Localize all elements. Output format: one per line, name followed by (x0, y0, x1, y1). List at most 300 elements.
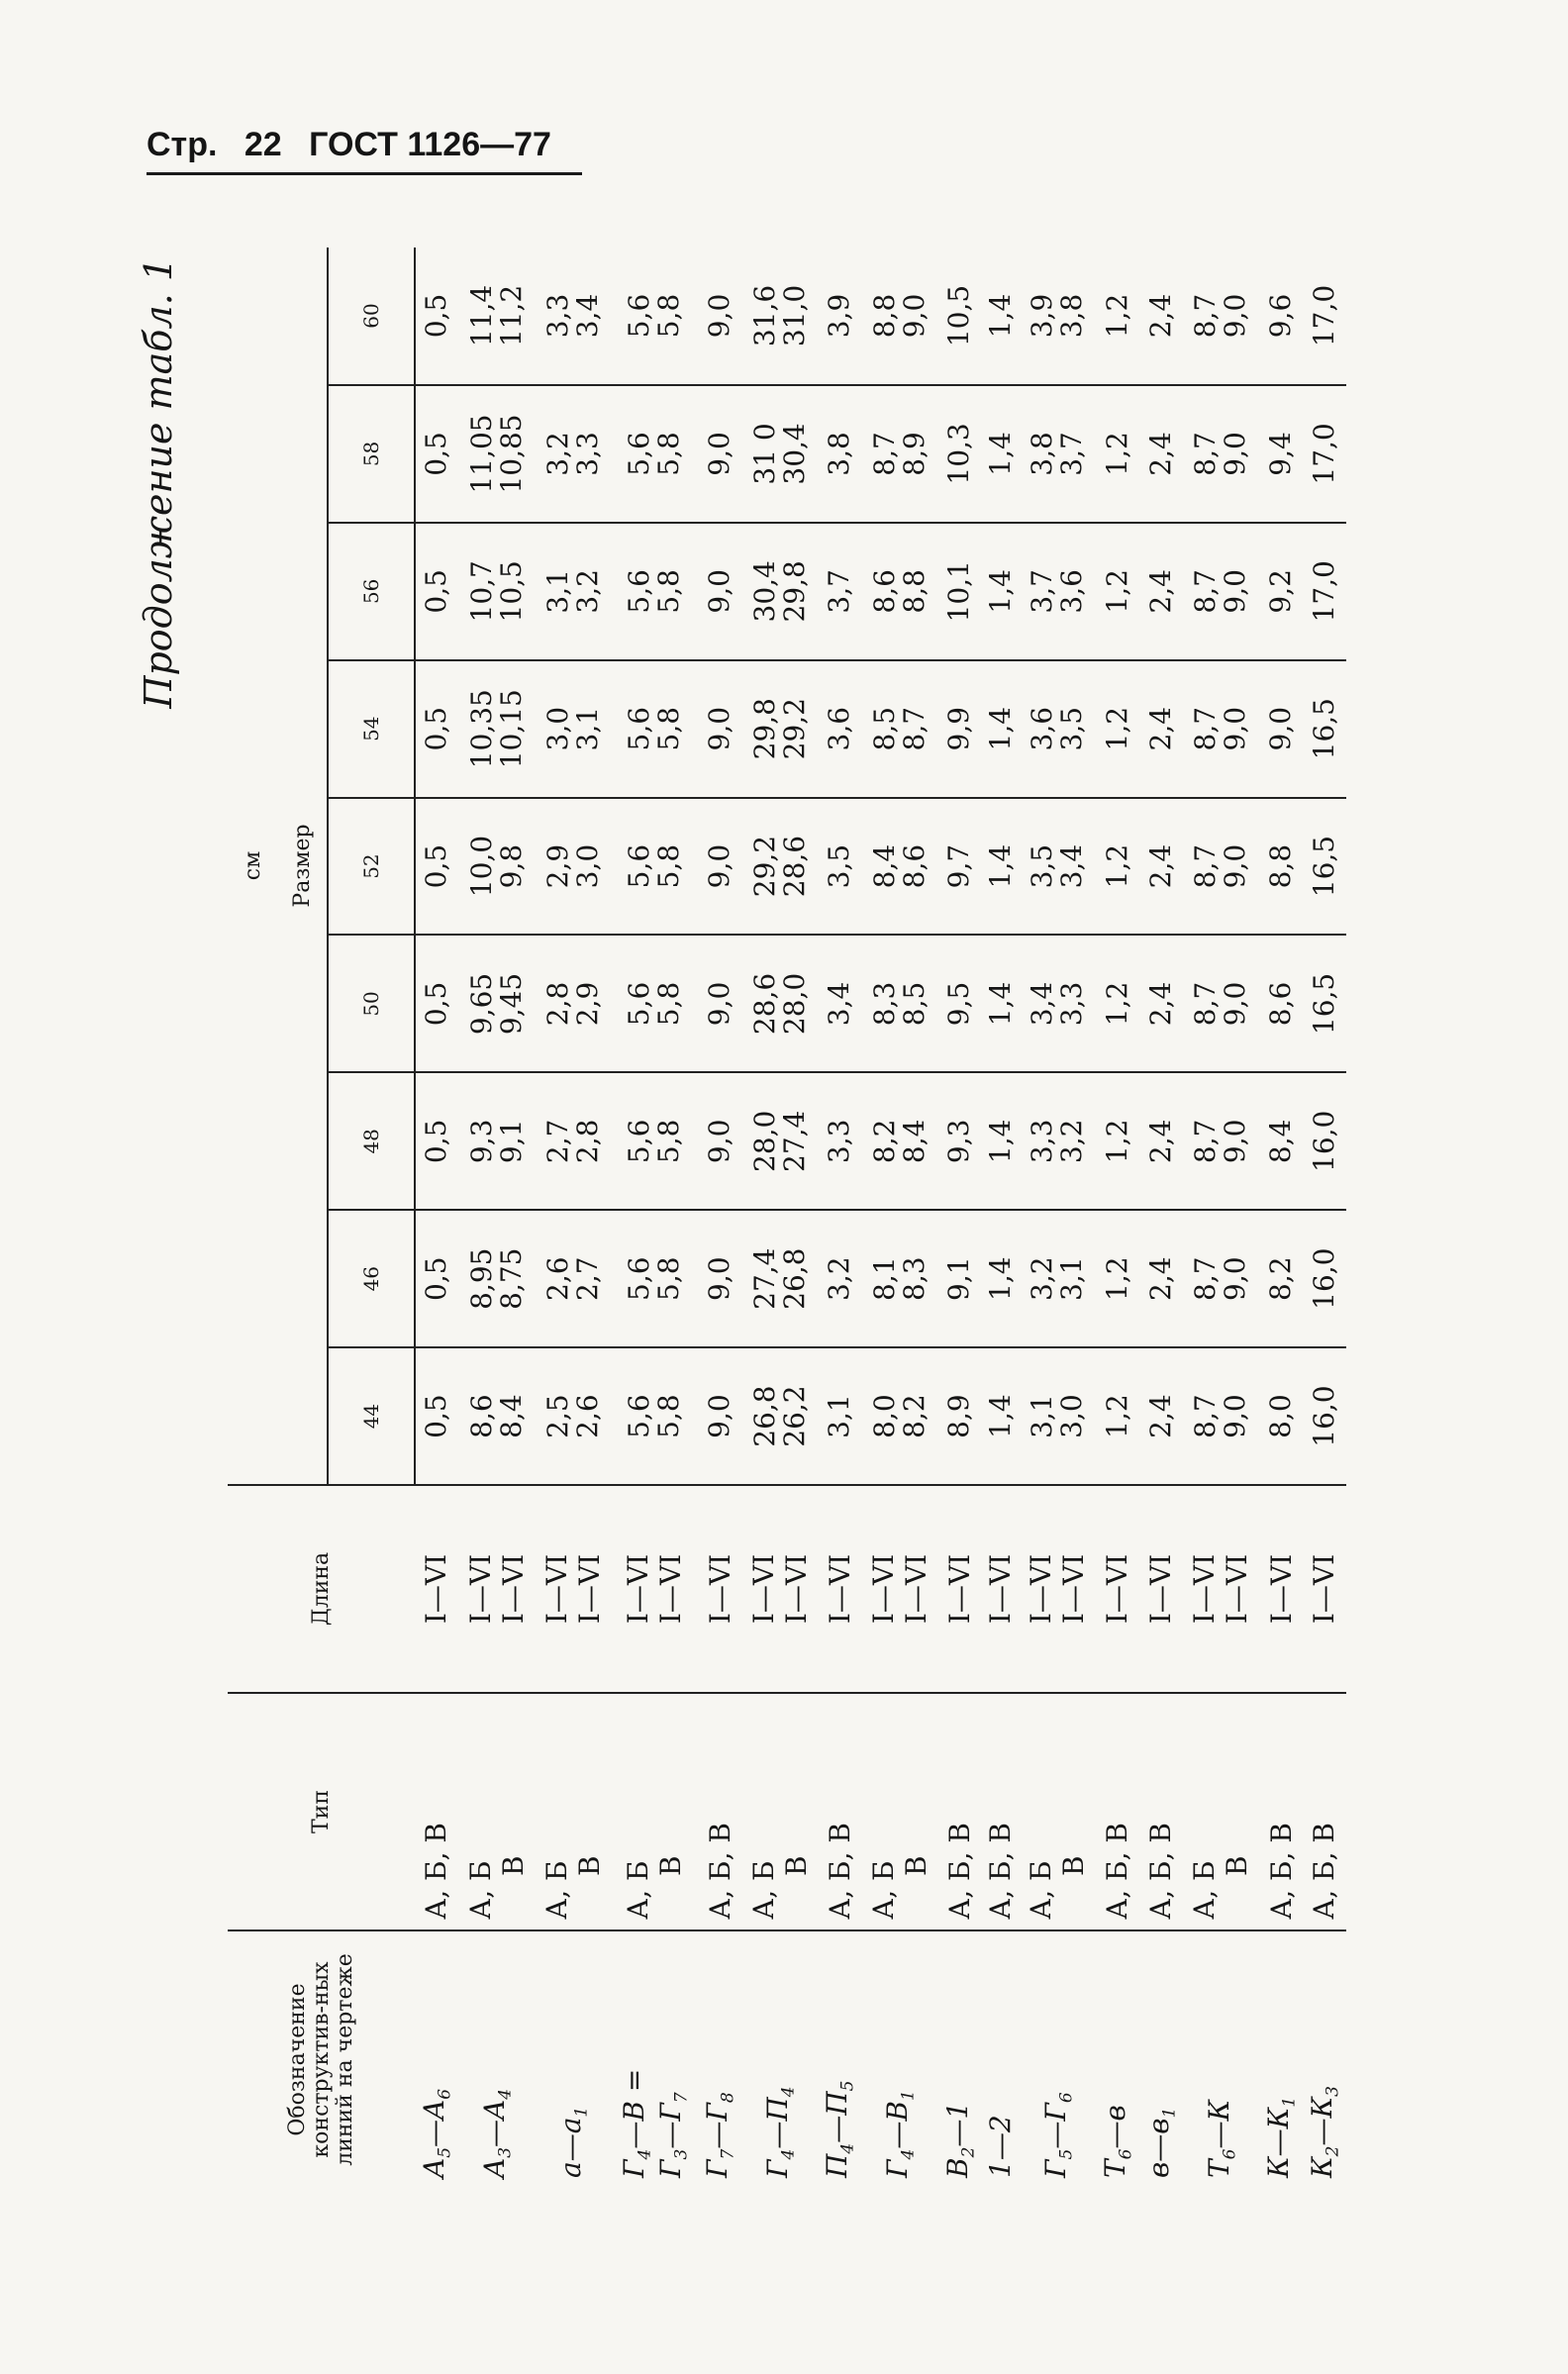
type-cell (1020, 1693, 1096, 1930)
value-cell-56 (1259, 523, 1303, 660)
length-text: I—VI (622, 1553, 655, 1625)
length-text: I—VI (1057, 1553, 1091, 1625)
value-text: 28,6 (747, 972, 781, 1036)
value-text: 3,6 (823, 706, 856, 751)
value-cell-46 (1303, 1210, 1346, 1347)
value-text: 2,6 (570, 1394, 604, 1438)
value-text: 1,4 (983, 1256, 1017, 1301)
value-cell-44 (1303, 1347, 1346, 1485)
value-text: 8,7 (1189, 843, 1223, 889)
value-cell-56 (1183, 523, 1259, 660)
designation-text: 1—2 (984, 2115, 1018, 2178)
length-text: I—VI (984, 1553, 1018, 1625)
value-cell-52 (1096, 798, 1139, 936)
value-cell-58 (1139, 385, 1183, 523)
designation-text: $Г_7—Г_8$ (701, 2092, 738, 2178)
value-cell-52 (458, 798, 535, 936)
value-cell-44 (861, 1347, 937, 1485)
value-text: 2,4 (1143, 293, 1177, 339)
value-cell-46 (937, 1210, 981, 1347)
value-cell-44 (1096, 1347, 1139, 1485)
value-text: 8,2 (1264, 1256, 1297, 1301)
type-text: А, Б, В (1308, 1823, 1341, 1920)
table-row (1303, 247, 1346, 2188)
value-text: 0,5 (420, 1394, 453, 1438)
value-text: 3,6 (1055, 569, 1089, 614)
value-cell-60 (415, 247, 458, 385)
size-header-58: 58 (328, 385, 415, 523)
value-cell-60 (1096, 247, 1139, 385)
value-text: 8,0 (867, 1394, 901, 1438)
value-text: 8,7 (1189, 1394, 1223, 1438)
length-text: I—VI (420, 1553, 453, 1625)
value-text: 8,7 (1189, 432, 1223, 476)
value-text: 3,1 (823, 1394, 856, 1438)
value-text: 26,8 (777, 1247, 811, 1310)
type-text: А, Б, В (420, 1823, 453, 1920)
header-type: Тип (228, 1693, 415, 1930)
value-cell-58 (698, 385, 741, 523)
value-text: 16,0 (1307, 1110, 1340, 1172)
type-text: А, Б (746, 1860, 780, 1920)
value-text: 1,4 (983, 1119, 1017, 1164)
designation-cell (611, 1930, 698, 2188)
designation-text: $П_4—П_5$ (821, 2080, 858, 2178)
value-text: 3,3 (1055, 981, 1089, 1027)
type-text: А, Б, В (942, 1823, 976, 1920)
value-cell-48 (818, 1072, 861, 1210)
value-cell-54 (937, 660, 981, 798)
value-text: 9,0 (1264, 706, 1297, 751)
value-text: 9,0 (1219, 706, 1252, 751)
value-text: 9,9 (942, 706, 976, 751)
value-text: 3,5 (1026, 843, 1059, 889)
length-cell (981, 1485, 1020, 1693)
value-cell-54 (611, 660, 698, 798)
designation-text: $Г_4—П_4$ (760, 2086, 799, 2178)
value-text: 28,0 (777, 972, 811, 1036)
value-text: 8,6 (867, 569, 901, 614)
value-cell-60 (1183, 247, 1259, 385)
value-text: 1,2 (1100, 293, 1133, 339)
type-cell (698, 1693, 741, 1930)
length-text: I—VI (1221, 1553, 1254, 1625)
value-text: 3,9 (823, 293, 856, 339)
value-text: 8,7 (897, 706, 931, 751)
length-cell (458, 1485, 535, 1693)
value-text: 5,6 (623, 1256, 656, 1301)
value-text: 9,0 (703, 706, 736, 751)
designation-text: $T_6—К$ (1202, 2099, 1240, 2178)
type-text: А, Б (463, 1860, 497, 1920)
length-text: I—VI (866, 1553, 900, 1625)
value-text: 17,0 (1307, 560, 1340, 623)
length-text: I—VI (779, 1553, 813, 1625)
designation-text: $Г_4—В$ = (617, 2068, 655, 2178)
value-cell-46 (861, 1210, 937, 1347)
value-text: 2,5 (540, 1394, 574, 1438)
value-cell-46 (1139, 1210, 1183, 1347)
value-cell-52 (535, 798, 611, 936)
value-cell-58 (1303, 385, 1346, 523)
standard-number: ГОСТ 1126—77 (309, 126, 551, 163)
value-cell-58 (535, 385, 611, 523)
value-cell-60 (1259, 247, 1303, 385)
value-cell-50 (861, 936, 937, 1073)
value-cell-52 (981, 798, 1020, 936)
value-cell-54 (861, 660, 937, 798)
length-cell (415, 1485, 458, 1693)
value-text: 8,5 (867, 706, 901, 751)
value-text: 0,5 (420, 706, 453, 751)
value-text: 9,0 (703, 569, 736, 614)
value-text: 3,0 (540, 706, 574, 751)
value-text: 3,7 (823, 569, 856, 614)
length-text: I—VI (746, 1553, 780, 1625)
value-text: 9,2 (1264, 569, 1297, 614)
value-text: 8,6 (897, 843, 931, 889)
page-header (147, 117, 582, 175)
value-text: 8,7 (1189, 1119, 1223, 1164)
value-cell-50 (1139, 936, 1183, 1073)
value-text: 3,3 (1026, 1119, 1059, 1164)
value-cell-46 (698, 1210, 741, 1347)
size-header-50: 50 (328, 936, 415, 1073)
value-text: 9,45 (494, 972, 528, 1036)
value-text: 8,8 (1264, 843, 1297, 889)
value-text: 26,8 (747, 1385, 781, 1447)
value-text: 5,6 (623, 1119, 656, 1164)
value-cell-58 (937, 385, 981, 523)
value-text: 9,0 (1219, 1119, 1252, 1164)
length-text: I—VI (572, 1553, 606, 1625)
value-text: 30,4 (777, 423, 811, 485)
value-cell-50 (1303, 936, 1346, 1073)
value-cell-46 (1096, 1210, 1139, 1347)
value-cell-50 (415, 936, 458, 1073)
length-text: I—VI (823, 1553, 856, 1625)
value-text: 8,4 (897, 1119, 931, 1164)
value-cell-50 (1183, 936, 1259, 1073)
value-text: 8,95 (464, 1247, 498, 1310)
value-cell-46 (1020, 1210, 1096, 1347)
value-cell-44 (1139, 1347, 1183, 1485)
value-cell-54 (1183, 660, 1259, 798)
length-text: I—VI (942, 1553, 976, 1625)
type-cell (1303, 1693, 1346, 1930)
value-cell-50 (981, 936, 1020, 1073)
value-text: 2,4 (1143, 1394, 1177, 1438)
value-text: 17,0 (1307, 423, 1340, 485)
table-row (1183, 247, 1259, 2188)
value-text: 5,8 (652, 1256, 686, 1301)
value-text: 2,8 (570, 1119, 604, 1164)
type-cell (1096, 1693, 1139, 1930)
value-text: 5,6 (623, 293, 656, 339)
length-text: I—VI (1101, 1553, 1134, 1625)
value-cell-56 (1020, 523, 1096, 660)
value-cell-48 (1303, 1072, 1346, 1210)
table-row (415, 247, 458, 2188)
designation-text: $К_2—К_3$ (1306, 2086, 1343, 2178)
value-cell-54 (1096, 660, 1139, 798)
value-cell-48 (741, 1072, 818, 1210)
value-text: 5,8 (652, 569, 686, 614)
table-caption: Продолжение табл. 1 (137, 257, 180, 709)
value-cell-56 (937, 523, 981, 660)
designation-text: $A_3—A_4$ (477, 2088, 516, 2178)
type-cell (1139, 1693, 1183, 1930)
value-text: 27,4 (777, 1110, 811, 1172)
dimensions-table (228, 247, 1346, 2188)
designation-text: $К—К_1$ (1262, 2096, 1300, 2178)
table-row (861, 247, 937, 2188)
value-cell-58 (818, 385, 861, 523)
value-text: 16,5 (1307, 972, 1340, 1036)
value-text: 31,0 (777, 284, 811, 347)
value-text: 8,7 (1189, 706, 1223, 751)
value-cell-44 (1020, 1347, 1096, 1485)
type-text: А, Б, В (1144, 1823, 1178, 1920)
value-text: 8,7 (1189, 293, 1223, 339)
value-cell-56 (698, 523, 741, 660)
value-text: 8,3 (867, 981, 901, 1027)
value-cell-50 (1096, 936, 1139, 1073)
designation-cell (1139, 1930, 1183, 2188)
value-cell-60 (535, 247, 611, 385)
value-text: 3,1 (540, 569, 574, 614)
designation-cell (535, 1930, 611, 2188)
value-text: 2,4 (1143, 1119, 1177, 1164)
type-cell (937, 1693, 981, 1930)
value-cell-44 (937, 1347, 981, 1485)
value-cell-46 (981, 1210, 1020, 1347)
value-cell-56 (981, 523, 1020, 660)
value-text: 3,0 (1055, 1394, 1089, 1438)
table-row (981, 247, 1020, 2188)
value-text: 29,2 (777, 698, 811, 760)
value-cell-48 (1020, 1072, 1096, 1210)
value-text: 5,8 (652, 981, 686, 1027)
value-text: 9,0 (1219, 432, 1252, 476)
value-text: 9,65 (464, 972, 498, 1036)
type-cell (535, 1693, 611, 1930)
value-text: 16,0 (1307, 1385, 1340, 1447)
value-cell-60 (861, 247, 937, 385)
value-text: 5,6 (623, 569, 656, 614)
value-text: 0,5 (420, 843, 453, 889)
table-row (1096, 247, 1139, 2188)
value-cell-54 (1139, 660, 1183, 798)
value-text: 9,1 (494, 1119, 528, 1164)
value-cell-44 (981, 1347, 1020, 1485)
value-text: 8,8 (867, 293, 901, 339)
type-text: В (572, 1855, 606, 1876)
value-text: 3,3 (540, 293, 574, 339)
size-header-46: 46 (328, 1210, 415, 1347)
table-row (937, 247, 981, 2188)
value-cell-54 (818, 660, 861, 798)
type-text: А, Б (622, 1860, 655, 1920)
value-text: 2,7 (540, 1119, 574, 1164)
value-text: 2,4 (1143, 569, 1177, 614)
value-text: 9,0 (1219, 293, 1252, 339)
value-text: 1,4 (983, 293, 1017, 339)
value-cell-48 (698, 1072, 741, 1210)
value-text: 10,85 (494, 414, 528, 494)
value-cell-46 (1183, 1210, 1259, 1347)
type-text: В (1221, 1855, 1254, 1876)
value-text: 1,2 (1100, 706, 1133, 751)
designation-cell (741, 1930, 818, 2188)
value-cell-48 (1096, 1072, 1139, 1210)
designation-text: $A_5—A_6$ (418, 2088, 455, 2178)
value-text: 10,35 (464, 689, 498, 769)
size-header-48: 48 (328, 1072, 415, 1210)
value-text: 9,0 (1219, 1394, 1252, 1438)
designation-cell (458, 1930, 535, 2188)
value-cell-50 (698, 936, 741, 1073)
value-cell-60 (1020, 247, 1096, 385)
size-header-52: 52 (328, 798, 415, 936)
value-text: 28,0 (747, 1110, 781, 1172)
value-cell-50 (611, 936, 698, 1073)
value-text: 8,4 (867, 843, 901, 889)
type-cell (741, 1693, 818, 1930)
designation-text: $T_6—в$ (1099, 2105, 1136, 2178)
designation-cell (698, 1930, 741, 2188)
length-cell (698, 1485, 741, 1693)
value-cell-52 (937, 798, 981, 936)
header-designation: Обозначение конструктив-ных линий на чертеже (228, 1930, 415, 2188)
value-cell-52 (611, 798, 698, 936)
value-text: 1,4 (983, 981, 1017, 1027)
value-cell-44 (698, 1347, 741, 1485)
table-row (1259, 247, 1303, 2188)
value-text: 9,3 (942, 1119, 976, 1164)
value-text: 8,9 (942, 1394, 976, 1438)
value-text: 8,6 (464, 1394, 498, 1438)
value-cell-52 (698, 798, 741, 936)
value-cell-48 (1259, 1072, 1303, 1210)
value-text: 3,1 (570, 706, 604, 751)
type-cell (981, 1693, 1020, 1930)
value-cell-52 (1303, 798, 1346, 936)
value-text: 3,7 (1026, 569, 1059, 614)
page-number: 22 (244, 126, 282, 163)
value-cell-56 (1139, 523, 1183, 660)
designation-text: $в—в_1$ (1142, 2107, 1180, 2178)
value-text: 31 0 (747, 423, 781, 485)
value-cell-56 (818, 523, 861, 660)
designation-cell (1096, 1930, 1139, 2188)
value-text: 27,4 (747, 1247, 781, 1310)
value-text: 3,3 (570, 432, 604, 476)
value-text: 5,6 (623, 843, 656, 889)
value-cell-50 (818, 936, 861, 1073)
value-text: 10,5 (942, 284, 976, 347)
value-cell-46 (535, 1210, 611, 1347)
value-text: 3,0 (570, 843, 604, 889)
value-cell-52 (1020, 798, 1096, 936)
type-text: А, Б (866, 1860, 900, 1920)
designation-cell (1183, 1930, 1259, 2188)
type-cell (415, 1693, 458, 1930)
value-cell-46 (611, 1210, 698, 1347)
value-cell-56 (415, 523, 458, 660)
value-text: 3,2 (823, 1256, 856, 1301)
value-text: 3,8 (1026, 432, 1059, 476)
value-text: 1,2 (1100, 1119, 1133, 1164)
type-text: А, Б, В (703, 1823, 736, 1920)
value-cell-52 (861, 798, 937, 936)
type-text: А, Б, В (1101, 1823, 1134, 1920)
value-text: 8,5 (897, 981, 931, 1027)
value-text: 16,5 (1307, 835, 1340, 898)
value-text: 1,4 (983, 843, 1017, 889)
table-row (458, 247, 535, 2188)
table-row (698, 247, 741, 2188)
type-text: А, Б (1188, 1860, 1222, 1920)
value-text: 29,8 (777, 560, 811, 623)
value-cell-60 (981, 247, 1020, 385)
value-cell-60 (1303, 247, 1346, 385)
value-text: 3,5 (823, 843, 856, 889)
value-cell-56 (535, 523, 611, 660)
designation-text: $Г_3—Г_7$ (654, 2092, 692, 2178)
designation-cell (415, 1930, 458, 2188)
length-text: I—VI (1188, 1553, 1222, 1625)
value-cell-60 (818, 247, 861, 385)
value-cell-52 (1183, 798, 1259, 936)
value-text: 3,3 (823, 1119, 856, 1164)
value-text: 9,0 (1219, 569, 1252, 614)
value-text: 31,6 (747, 284, 781, 347)
designation-text: $Г_4—В_1$ (880, 2090, 919, 2178)
value-cell-52 (741, 798, 818, 936)
value-cell-44 (741, 1347, 818, 1485)
value-text: 8,3 (897, 1256, 931, 1301)
value-cell-48 (458, 1072, 535, 1210)
value-text: 9,0 (703, 432, 736, 476)
value-cell-58 (861, 385, 937, 523)
value-text: 10,1 (942, 560, 976, 623)
value-cell-44 (458, 1347, 535, 1485)
value-text: 0,5 (420, 432, 453, 476)
value-cell-54 (415, 660, 458, 798)
value-cell-58 (1096, 385, 1139, 523)
size-header-56: 56 (328, 523, 415, 660)
value-cell-50 (1020, 936, 1096, 1073)
value-text: 8,7 (1189, 1256, 1223, 1301)
value-cell-54 (458, 660, 535, 798)
value-cell-44 (535, 1347, 611, 1485)
value-cell-54 (981, 660, 1020, 798)
value-cell-46 (741, 1210, 818, 1347)
value-cell-48 (1139, 1072, 1183, 1210)
value-cell-48 (861, 1072, 937, 1210)
value-cell-58 (1020, 385, 1096, 523)
designation-cell (818, 1930, 861, 2188)
value-text: 8,2 (897, 1394, 931, 1438)
value-text: 9,8 (494, 843, 528, 889)
value-cell-54 (741, 660, 818, 798)
value-text: 8,75 (494, 1247, 528, 1310)
value-cell-50 (535, 936, 611, 1073)
value-cell-56 (1303, 523, 1346, 660)
value-text: 9,7 (942, 843, 976, 889)
value-text: 8,4 (1264, 1119, 1297, 1164)
